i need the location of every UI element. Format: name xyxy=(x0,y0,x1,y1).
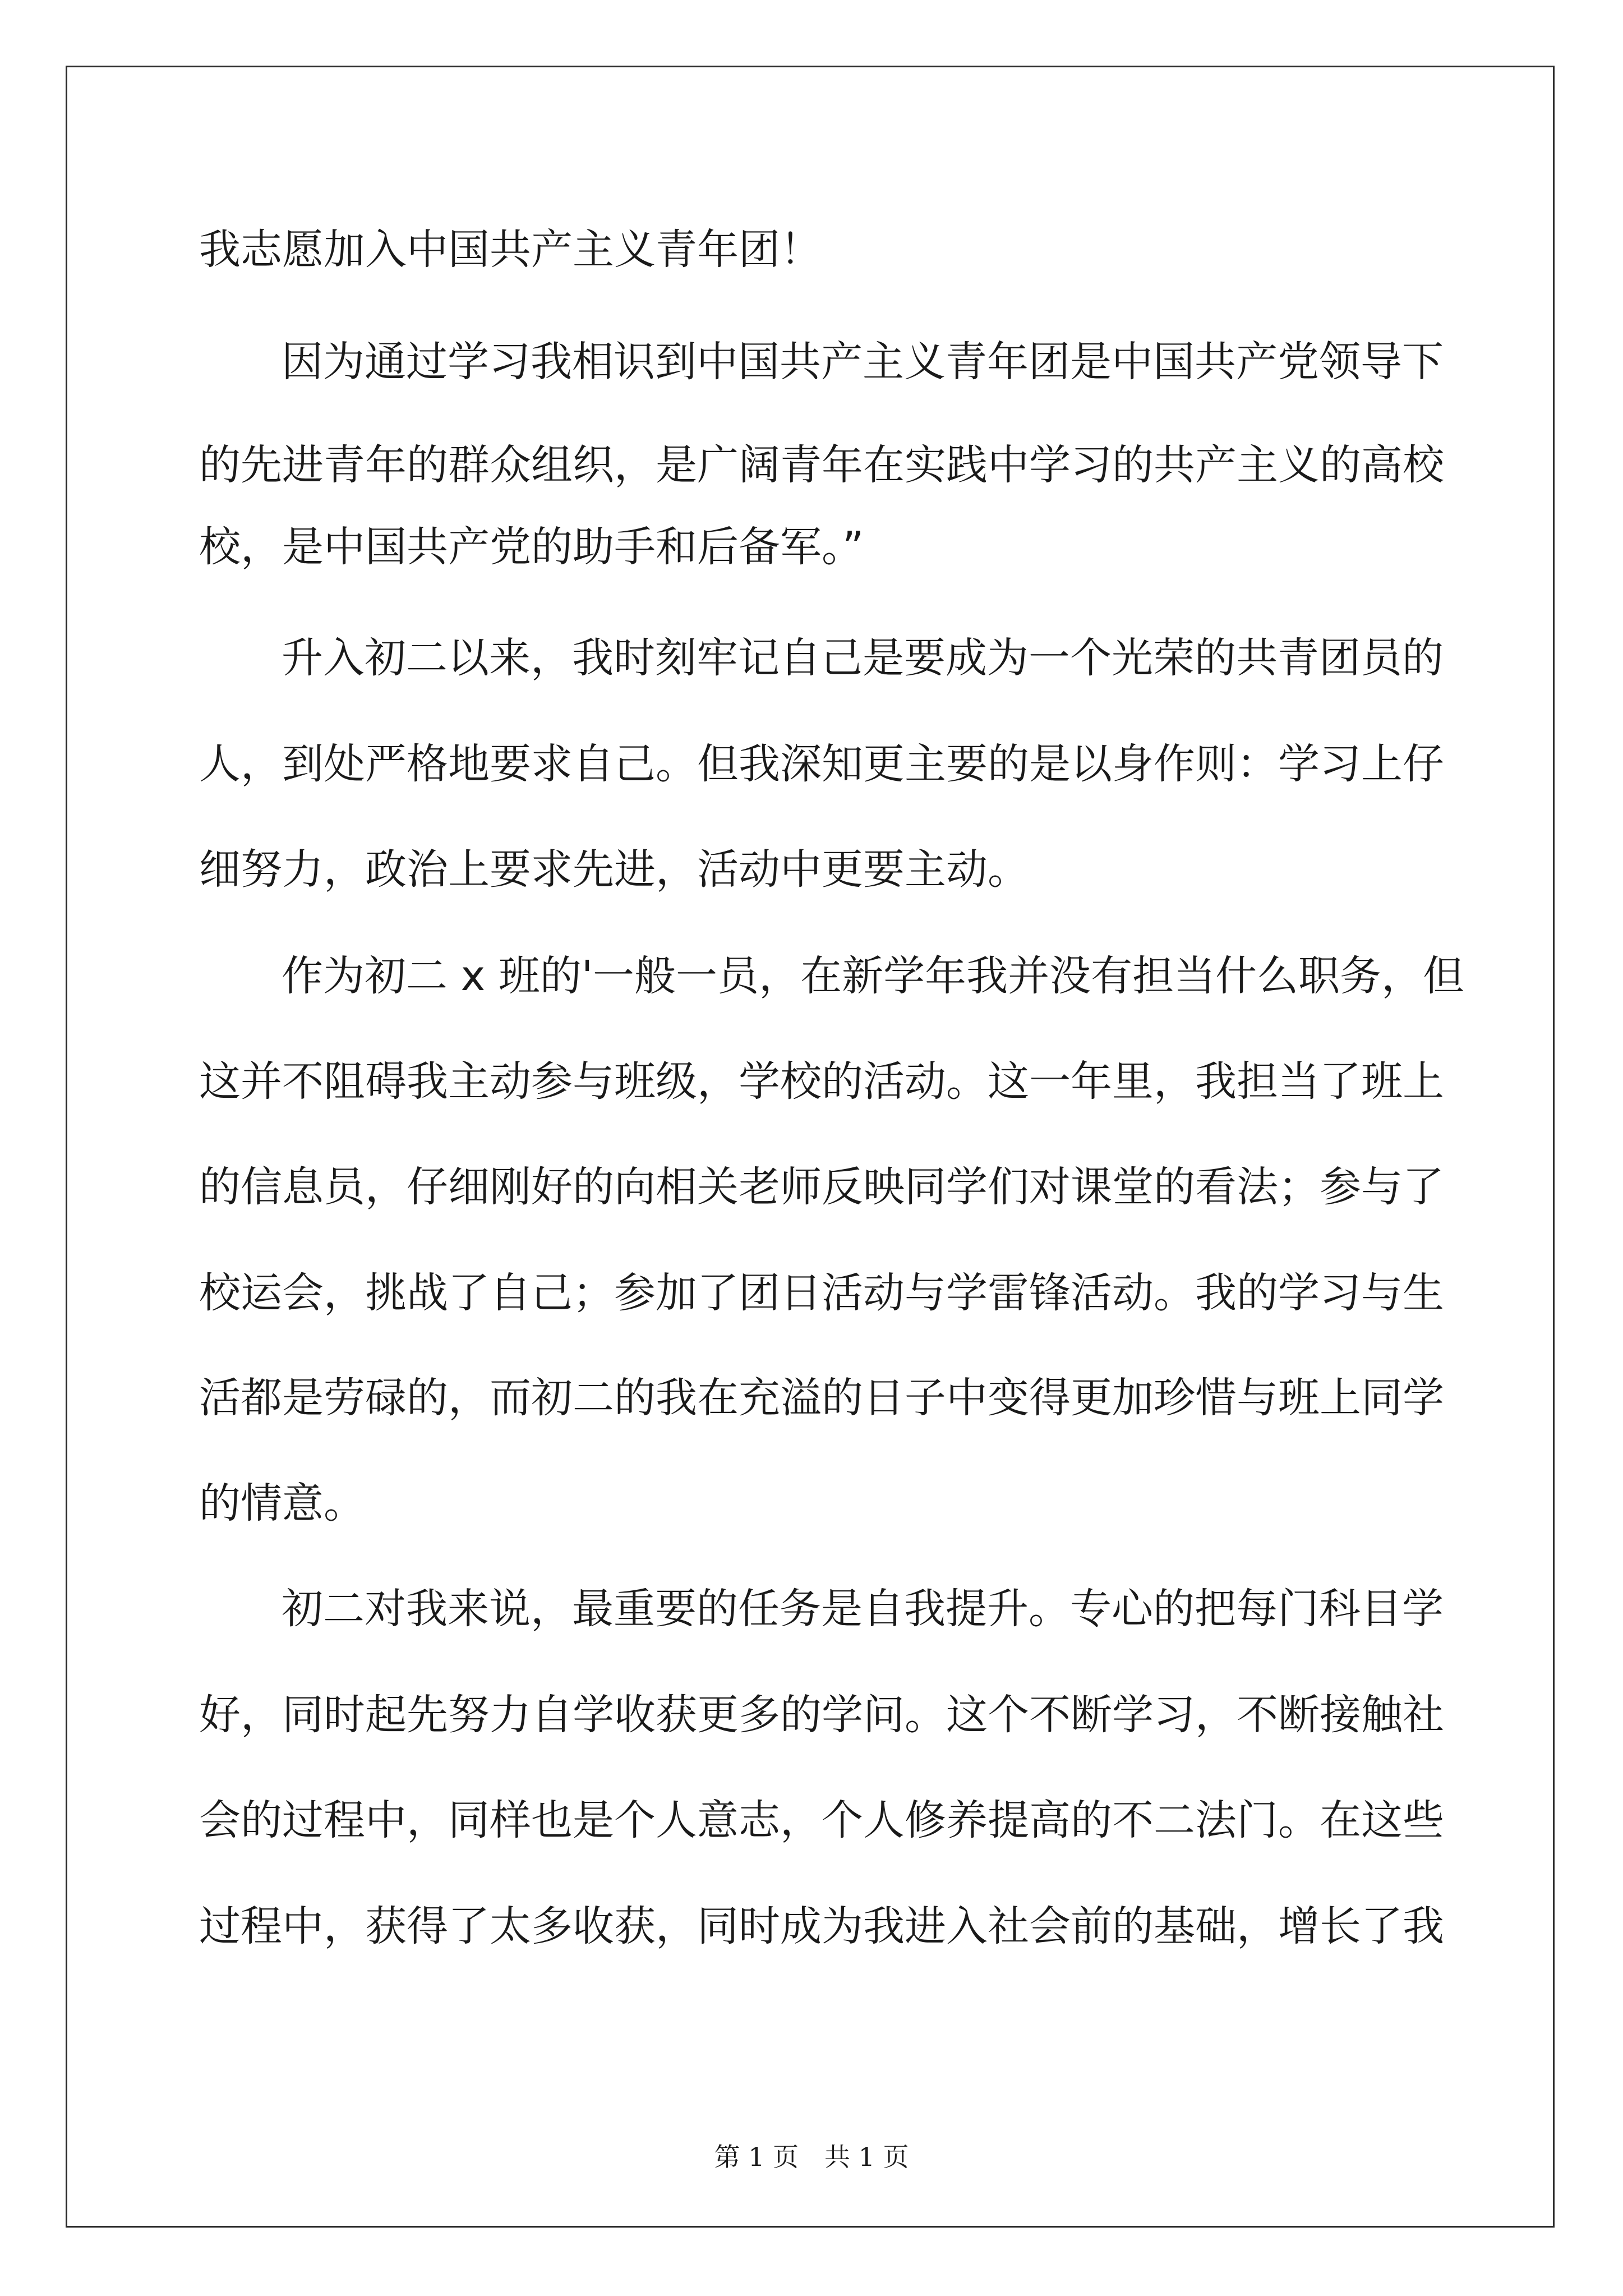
paragraph-first-line: 升入初二以来，我时刻牢记自己是要成为一个光荣的共青团员的 xyxy=(282,634,1444,682)
text-line: 细努力，政治上要求先进，活动中更要主动。 xyxy=(199,845,1029,894)
text-line: 这并不阻碍我主动参与班级，学校的活动。这一年里，我担当了班上 xyxy=(199,1057,1444,1106)
text-line: 校运会，挑战了自己；参加了团日活动与学雷锋活动。我的学习与生 xyxy=(199,1269,1444,1317)
text-line: 的先进青年的群众组织，是广阔青年在实践中学习的共产主义的高校 xyxy=(199,441,1444,489)
text-line: 活都是劳碌的，而初二的我在充溢的日子中变得更加珍惜与班上同学 xyxy=(199,1374,1444,1422)
page-number-footer: 第 1 页 共 1 页 xyxy=(714,2142,909,2172)
text-line: 的情意。 xyxy=(199,1479,365,1527)
paragraph-first-line: 初二对我来说，最重要的任务是自我提升。专心的把每门科目学 xyxy=(282,1585,1444,1633)
text-line: 好，同时起先努力自学收获更多的学问。这个不断学习，不断接触社 xyxy=(199,1691,1444,1739)
paragraph-first-line: 因为通过学习我相识到中国共产主义青年团是中国共产党领导下 xyxy=(282,338,1444,386)
text-line: 我志愿加入中国共产主义青年团！ xyxy=(199,226,822,274)
text-line: 校，是中国共产党的助手和后备军。” xyxy=(199,523,864,571)
text-line: 过程中，获得了太多收获，同时成为我进入社会前的基础，增长了我 xyxy=(199,1902,1444,1950)
text-line: 人，到处严格地要求自己。但我深知更主要的是以身作则：学习上仔 xyxy=(199,740,1444,788)
text-line: 会的过程中，同样也是个人意志，个人修养提高的不二法门。在这些 xyxy=(199,1796,1444,1844)
text-line: 的信息员，仔细刚好的向相关老师反映同学们对课堂的看法；参与了 xyxy=(199,1163,1444,1211)
paragraph-first-line: 作为初二 x 班的'一般一员，在新学年我并没有担当什么职务，但 xyxy=(282,952,1465,1000)
